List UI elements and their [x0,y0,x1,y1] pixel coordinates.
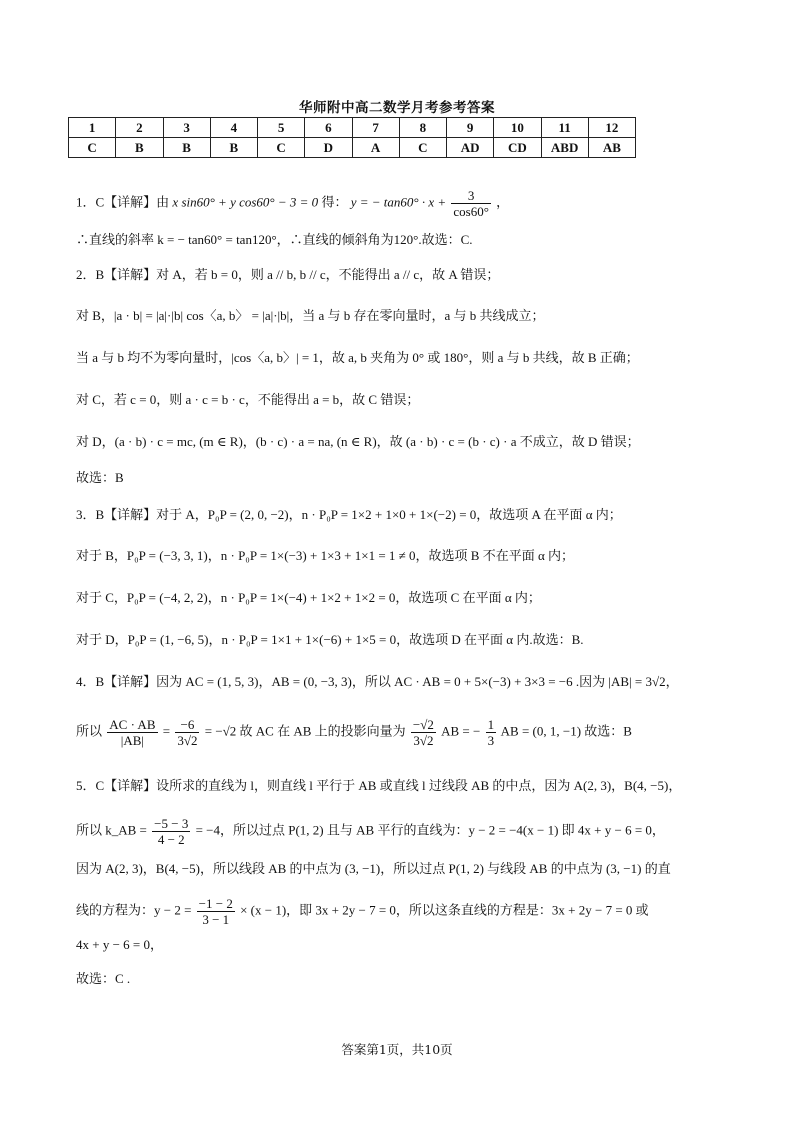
q4-line-2 [76,717,736,748]
q3-line-3: 对于 C，P₀P = (−4, 2, 2)，n · P₀P = 1×(−4) + 1×2 + 1×2 = 0，故选项 C 在平面 α 内； [76,590,541,605]
q5-line-5: 4x + y − 6 = 0， [76,937,163,952]
table-cell: B [116,138,163,158]
fraction-numerator: −5 − 3 [154,816,189,831]
q3-line-2: 对于 B，P₀P = (−3, 3, 1)，n · P₀P = 1×(−3) + 1×3 + 1×1 = 1 ≠ 0，故选项 B 不在平面 α 内； [76,548,575,563]
fraction-denominator: 3 − 1 [202,912,230,927]
table-cell: B [163,138,210,158]
q1-mid: 得： [321,194,348,210]
fraction-numerator: AC · AB [109,717,156,732]
q4-line-1: 4．B【详解】因为 AC = (1, 5, 3)，AB = (0, −3, 3)，所以 AC · AB = 0 + 5×(−3) + 3×3 = −6 .因为 |AB| = 3√2， [76,674,679,689]
q5-prefix: 所以 k_AB = [76,822,147,838]
fraction-numerator: −1 − 2 [198,896,233,911]
q4-fraction-1 [107,717,157,748]
q4-fraction-3 [411,717,436,748]
q4-fraction-4 [486,717,497,748]
q3-line-1: 3．B【详解】对于 A，P₀P = (2, 0, −2)，n · P₀P = 1×2 + 1×0 + 1×(−2) = 0，故选项 A 在平面 α 内； [76,507,622,522]
fraction-denominator: cos60° [453,204,489,219]
q5-line-4-end: × (x − 1)，即 3x + 2y − 7 = 0，所以这条直线的方程是：3x + 2y − 7 = 0 或 [240,902,649,918]
q5-line-4 [76,896,736,927]
q5-line-2 [76,816,736,847]
fraction-numerator: −√2 [412,717,434,732]
q1-lhs: y = − tan60° · x + [350,194,447,210]
table-cell: 1 [69,118,116,138]
q1-line-1 [76,188,736,219]
q5-line-1: 5．C【详解】设所求的直线为 l，则直线 l 平行于 AB 或直线 l 过线段 AB 的中点，因为 A(2, 3)，B(4, −5)， [76,778,682,793]
table-cell: 9 [447,118,494,138]
fraction-denominator: 3√2 [177,733,198,748]
table-cell: 2 [116,118,163,138]
q1-line-2: ∴直线的斜率 k = − tan60° = tan120°，∴直线的倾斜角为120°.故选：C. [76,232,473,247]
page-footer: 答案第1页，共10页 [341,1042,453,1057]
q5-fraction-2 [197,896,235,927]
table-cell: CD [494,138,541,158]
answer-table-answer-row [69,138,636,158]
fraction-numerator: −6 [175,717,199,733]
q5-fraction-1 [152,816,190,847]
fraction-denominator: 3 [487,733,495,748]
q2-line-5: 对 D，(a · b) · c = mc, (m ∈ R)，(b · c) · a = na, (n ∈ R)，故 (a · b) · c = (b · c) · a 不成立，故 D 错误； [76,434,640,449]
q4-ab: AB = − [441,723,481,739]
fraction-denominator: 3√2 [413,733,434,748]
table-cell: ABD [541,138,588,158]
table-cell: 3 [163,118,210,138]
q3-line-4: 对于 D，P₀P = (1, −6, 5)，n · P₀P = 1×1 + 1×(−6) + 1×5 = 0，故选项 D 在平面 α 内.故选：B. [76,632,584,647]
q1-prefix: 1．C【详解】由 [76,194,170,210]
q1-equation: x sin60° + y cos60° − 3 = 0 [172,194,319,210]
table-cell: B [210,138,257,158]
q2-line-3: 当 a 与 b 均不为零向量时，|cos〈a, b〉| = 1，故 a, b 夹角为 0° 或 180°，则 a 与 b 共线，故 B 正确； [76,350,639,365]
table-cell: 4 [210,118,257,138]
q4-mid: = −√2 故 AC 在 AB 上的投影向量为 [204,723,406,739]
table-cell: C [69,138,116,158]
table-cell: AD [447,138,494,158]
q2-line-1: 2．B【详解】对 A，若 b = 0，则 a // b, b // c，不能得出 a // c，故 A 错误； [76,267,500,282]
q2-line-6: 故选：B [76,470,124,485]
q2-line-4: 对 C，若 c = 0，则 a · c = b · c，不能得出 a = b，故 C 错误； [76,392,420,407]
table-cell: 10 [494,118,541,138]
q5-line-2-end: = −4，所以过点 P(1, 2) 且与 AB 平行的直线为：y − 2 = −4(x − 1) 即 4x + y − 6 = 0， [195,822,665,838]
fraction-numerator: 1 [487,717,495,732]
table-cell: C [399,138,446,158]
q4-end: AB = (0, 1, −1) 故选：B [500,723,632,739]
q4-prefix: 所以 [76,723,103,739]
q2-line-2: 对 B，|a · b| = |a|·|b| cos〈a, b〉 = |a|·|b|，当 a 与 b 存在零向量时，a 与 b 共线成立； [76,308,545,323]
fraction-denominator: |AB| [120,733,145,748]
table-cell: 5 [258,118,305,138]
q1-end: ， [496,194,510,210]
table-cell: 12 [588,118,635,138]
q1-fraction [451,188,491,219]
q5-line-3: 因为 A(2, 3)，B(4, −5)，所以线段 AB 的中点为 (3, −1)，所以过点 P(1, 2) 与线段 AB 的中点为 (3, −1) 的直 [76,861,671,876]
page-title: 华师附中高二数学月考参考答案 [299,100,495,116]
q5-line-4-prefix: 线的方程为：y − 2 = [76,902,192,918]
table-cell: A [352,138,399,158]
fraction-denominator: 4 − 2 [157,832,185,847]
q4-eq: = [162,723,171,739]
q4-fraction-2 [175,717,199,748]
answer-table [68,117,636,158]
table-cell: 8 [399,118,446,138]
table-cell: D [305,138,352,158]
table-cell: 11 [541,118,588,138]
table-cell: C [258,138,305,158]
table-cell: 6 [305,118,352,138]
answer-table-number-row [69,118,636,138]
q5-line-6: 故选：C . [76,971,131,986]
table-cell: 7 [352,118,399,138]
fraction-numerator: 3 [451,188,491,204]
table-cell: AB [588,138,635,158]
